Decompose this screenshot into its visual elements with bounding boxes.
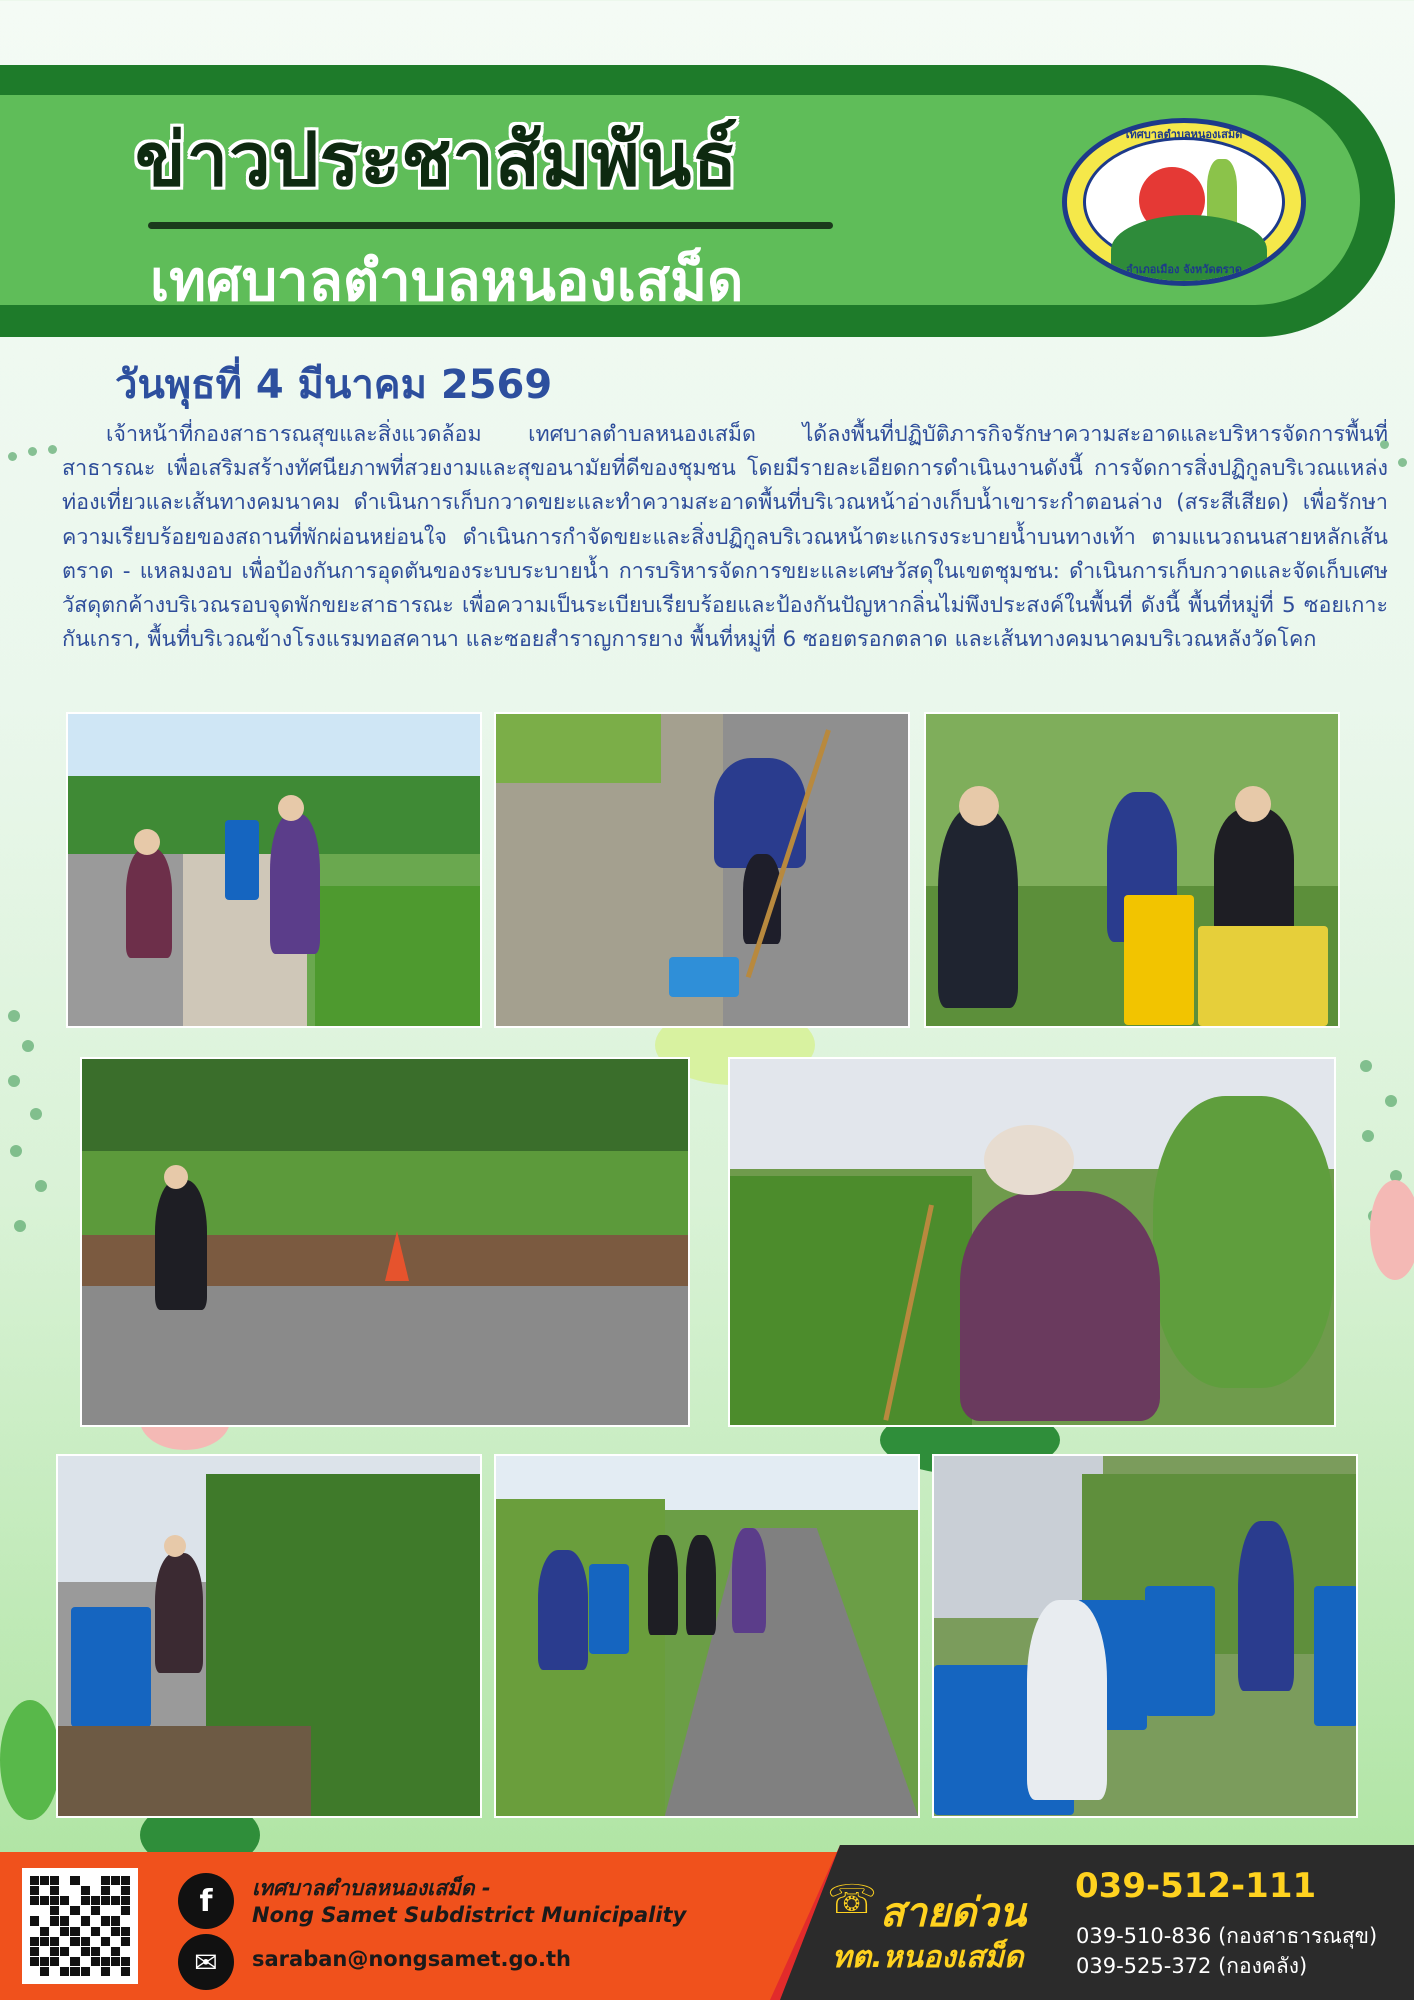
yellow-bin [1124,895,1194,1025]
photo-grass [496,714,661,783]
decor-bubble [1370,1180,1414,1280]
blue-bin [1314,1586,1358,1726]
blue-bin [71,1607,151,1727]
worker [732,1528,766,1633]
blue-bin [1145,1586,1215,1716]
municipality-logo [1062,118,1306,286]
worker [1214,808,1294,938]
phone-health-division[interactable]: 039-510-836 (กองสาธารณสุข) [1076,1924,1378,1948]
worker [126,848,172,958]
phone-icon: ☏ [826,1877,878,1923]
email-icon[interactable]: ✉ [178,1934,234,1990]
worker [686,1535,716,1635]
worker [155,1180,207,1310]
photo-blue-bins-cleanup [932,1454,1358,1818]
worker [270,814,320,954]
worker [155,1553,203,1673]
qr-code[interactable] [22,1868,138,1984]
worker [1027,1600,1107,1800]
blue-bin [225,820,259,900]
decor-dot [1362,1130,1374,1142]
worker [938,808,1018,1008]
photo-fence [934,1456,1103,1618]
email-address[interactable]: saraban@nongsamet.go.th [252,1947,571,1971]
decor-dot [30,1108,42,1120]
dustpan [669,957,739,997]
logo-top-text: เทศบาลตำบลหนองเสม็ด [1125,128,1243,141]
logo-bottom-text: อำเภอเมือง จังหวัดตราด [1126,263,1242,276]
photo-tree [1153,1096,1334,1389]
qr-pattern [30,1876,130,1976]
decor-dot [8,452,17,461]
worker-head [1235,786,1271,822]
decor-dot [1360,1060,1372,1072]
news-date: วันพุธที่ 4 มีนาคม 2569 [115,362,553,408]
blue-bin [589,1564,629,1654]
decor-dot [1385,1095,1397,1107]
decor-dot [48,445,57,454]
photo-drain-grate-sweeping [494,712,910,1028]
worker [538,1550,588,1670]
hotline-label: สายด่วน [880,1890,1027,1936]
decor-dot [14,1220,26,1232]
traffic-cone [385,1231,409,1281]
news-body: เจ้าหน้าที่กองสาธารณสุขและสิ่งแวดล้อม เทศบาลตำบลหนองเสม็ด ได้ลงพื้นที่ปฏิบัติภารกิจรักษาความสะอาดและบริหารจัดการพื้นที่สาธารณะ เพื่อเสริมสร้างทัศนียภาพที่สวยงามและสุขอนามัยที่ดีของชุมชน โดยมีรายละเอียดการดำเนินงานดังนี้ การจัดการสิ่งปฏิกูลบริเวณแหล่งท่องเที่ยวและเส้นทางคมนาคม ดำเนินการเก็บกวาดขยะและทำความสะอาดพื้นที่บริเวณหน้าอ่างเก็บน้ำเขาระกำตอนล่าง (สระสีเสียด) เพื่อรักษาความเรียบร้อยของสถานที่พักผ่อนหย่อนใจ ดำเนินการกำจัดขยะและสิ่งปฏิกูลบริเวณหน้าตะแกรงระบายน้ำบนทางเท้า ตามแนวถนนสายหลักเส้นตราด - แหลมงอบ เพื่อป้องกันการอุดตันของระบบระบายน้ำ การบริหารจัดการขยะและเศษวัสดุในเขตชุมชน: ดำเนินการเก็บกวาดและจัดเก็บเศษวัสดุตกค้างบริเวณรอบจุดพักขยะสาธารณะ เพื่อความเป็นระเบียบเรียบร้อยและป้องกันปัญหากลิ่นไม่พึงประสงค์ในพื้นที่ ดังนี้ พื้นที่หมู่ที่ 5 ซอยเกาะกันเกรา, พื้นที่บริเวณข้างโรงแรมทอสคานา และซอยสำราญการยาง พื้นที่หมู่ที่ 6 ซอยตรอกตลาด และเส้นทางคมนาคมบริเวณหลังวัดโคก [62,422,1388,653]
decor-dot [8,1075,20,1087]
worker-head [164,1535,186,1557]
worker [648,1535,678,1635]
worker [960,1191,1160,1421]
yellow-bin [1198,926,1328,1026]
decor-dot [8,1010,20,1022]
decor-dot [10,1145,22,1157]
facebook-page-name-th[interactable]: เทศบาลตำบลหนองเสม็ด - [252,1876,491,1900]
phone-finance-division[interactable]: 039-525-372 (กองคลัง) [1076,1954,1308,1978]
facebook-icon[interactable]: f [178,1873,234,1929]
photo-hedge-cleanup [728,1057,1336,1427]
worker [714,758,806,868]
photo-road-shoulder-team [494,1454,920,1818]
worker [1238,1521,1294,1691]
decor-dot [22,1040,34,1052]
header-subtitle: เทศบาลตำบลหนองเสม็ด [150,249,744,314]
photo-roadside-sweeping [66,712,482,1028]
photo-community-corner-cleanup [56,1454,482,1818]
facebook-page-name-en[interactable]: Nong Samet Subdistrict Municipality [252,1903,687,1927]
hotline-org: ทต.หนองเสม็ด [832,1940,1024,1975]
decor-dot [28,447,37,456]
worker-head [959,786,999,826]
header-divider [148,222,833,229]
header-title: ข่าวประชาสัมพันธ์ [135,117,739,203]
photo-debris [58,1726,311,1816]
photo-yellow-bin-collection [924,712,1340,1028]
worker-head [164,1165,188,1189]
decor-dot [1398,458,1407,467]
worker-hat [984,1125,1074,1195]
photo-hedge [730,1176,972,1425]
decor-dot [35,1180,47,1192]
phone-main[interactable]: 039-512-111 [1075,1866,1317,1906]
photo-roadside-slope-clearing [80,1057,690,1427]
photo-grass [315,886,480,1026]
decor-bubble [0,1700,60,1820]
